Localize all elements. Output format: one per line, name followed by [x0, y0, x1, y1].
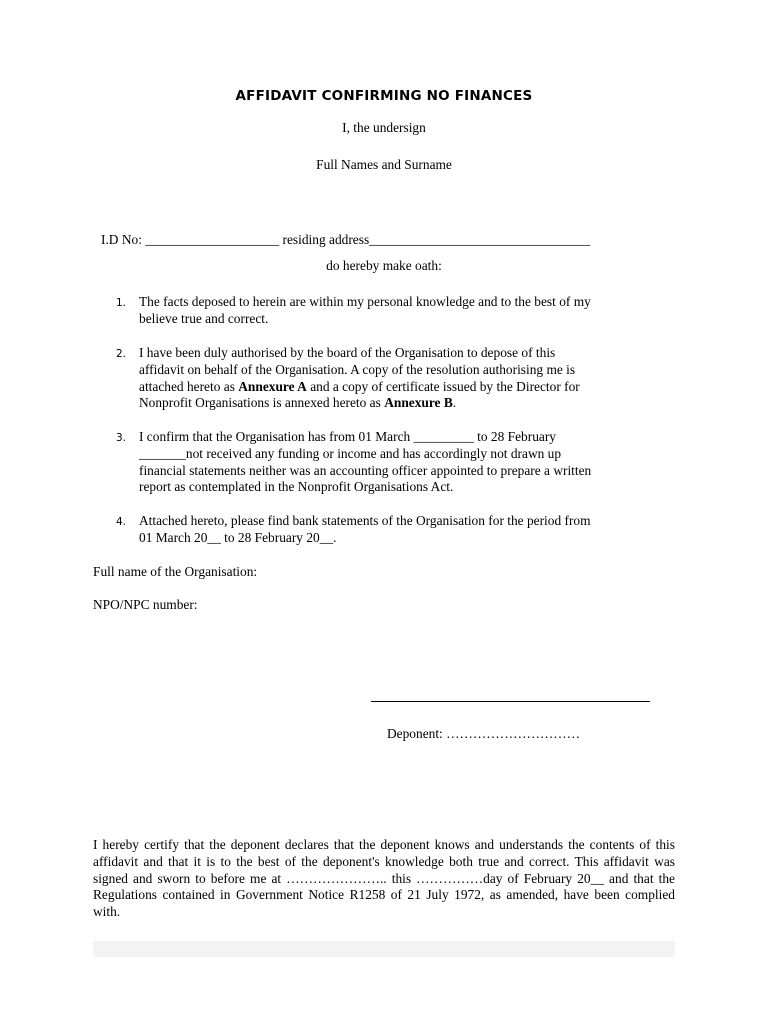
- item-3-line-1: I confirm that the Organisation has from 01 March _________ to 28 February: [139, 429, 557, 444]
- certification-paragraph: I hereby certify that the deponent declares that the deponent knows and understands the contents of this affidavit and that it is to the best of the deponent's knowledge both true and correct. This affidavit was signed and sworn to before me at ………………….. this ……………day of February 20__ and that the Regulations contained in Government Notice R1258 of 21 July 1972, as amended, have been complied with.: [93, 837, 675, 920]
- item-3-line-2: _______not received any funding or income and has accordingly not drawn up: [139, 445, 562, 461]
- footer-bar: [93, 941, 675, 957]
- deponent-label: Deponent: …………………………: [387, 726, 581, 741]
- signature-line: [371, 701, 650, 702]
- annexure-a: Annexure A: [238, 378, 307, 394]
- document-title: AFFIDAVIT CONFIRMING NO FINANCES: [235, 88, 533, 104]
- list-item: [139, 429, 664, 496]
- item-2-line-1: I have been duly authorised by the board of the Organisation to depose of this: [139, 345, 556, 360]
- item-3-line-4: report as contemplated in the Nonprofit Organisations Act.: [139, 479, 454, 495]
- item-2-line-3: [139, 379, 664, 396]
- list-item: [139, 513, 664, 547]
- full-names-label: Full Names and Surname: [316, 157, 452, 172]
- item-2-line-4-pre: Nonprofit Organisations is annexed hereto as: [139, 395, 385, 411]
- item-number-1: 1.: [116, 297, 127, 309]
- item-2-line-2: affidavit on behalf of the Organisation. A copy of the resolution authorising me is: [139, 361, 576, 377]
- annexure-b: Annexure B: [384, 395, 453, 411]
- list-item: [139, 294, 664, 328]
- item-4-line-1: Attached hereto, please find bank statements of the Organisation for the period from: [139, 513, 591, 528]
- item-2-line-4-post: .: [452, 395, 457, 411]
- item-3-line-3: financial statements neither was an accounting officer appointed to prepare a written: [139, 462, 592, 478]
- item-number-3: 3.: [116, 432, 127, 444]
- item-1-line-2: believe true and correct.: [139, 310, 269, 326]
- item-2-line-3-pre: attached hereto as: [139, 378, 239, 394]
- item-2-line-3-post: and a copy of certificate issued by the Director for: [306, 378, 580, 394]
- item-4-line-2: 01 March 20__ to 28 February 20__.: [139, 529, 337, 545]
- org-name-label: Full name of the Organisation:: [93, 564, 258, 579]
- item-number-4: 4.: [116, 516, 127, 528]
- list-item: [139, 345, 664, 412]
- npo-number-label: NPO/NPC number:: [93, 597, 198, 612]
- item-1-line-1: The facts deposed to herein are within my personal knowledge and to the best of my: [139, 294, 591, 309]
- item-2-line-4: [139, 395, 664, 412]
- id-address-line: I.D No: ____________________ residing address_________________________________: [101, 232, 591, 247]
- oath-line: do hereby make oath:: [326, 258, 442, 273]
- intro-text: I, the undersign: [342, 120, 426, 135]
- item-number-2: 2.: [116, 348, 127, 360]
